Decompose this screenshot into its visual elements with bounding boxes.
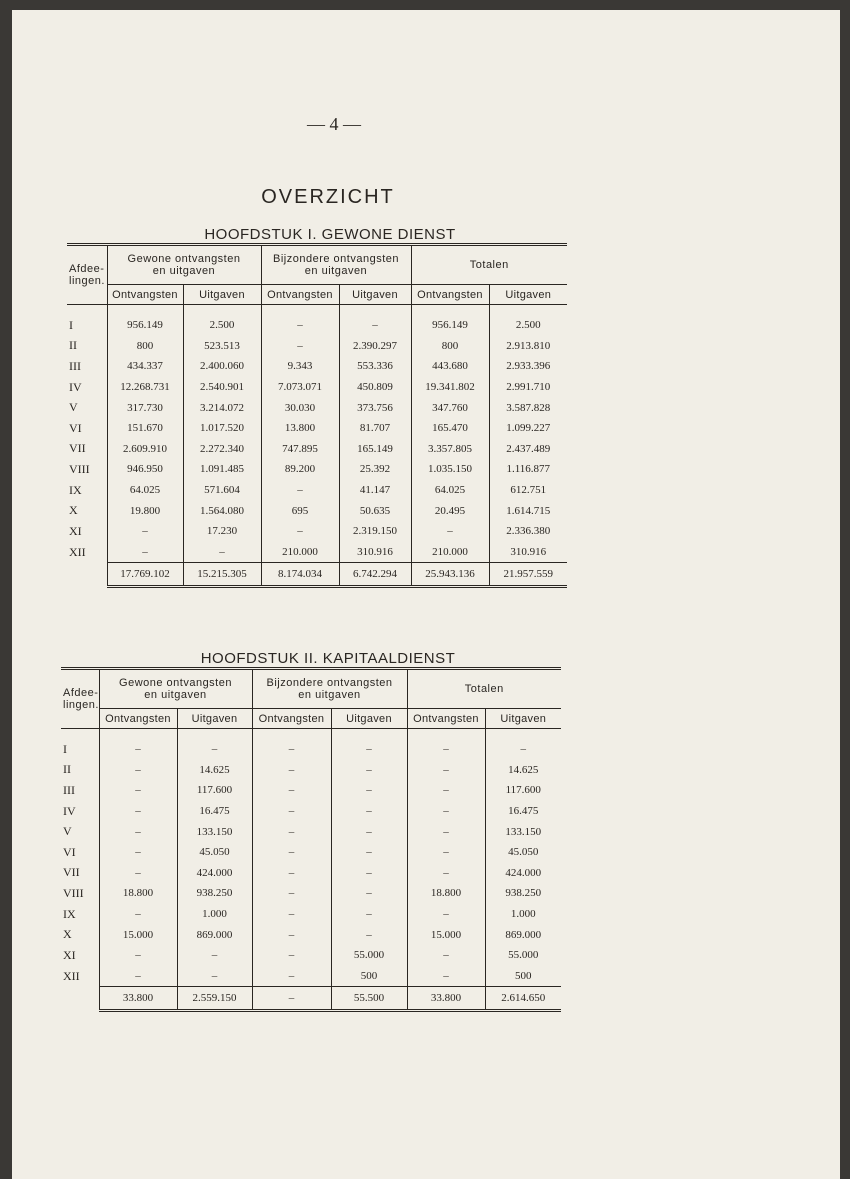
table-cell: 64.025 xyxy=(107,480,183,501)
table-cell: 9.343 xyxy=(261,356,339,377)
table-cell: 747.895 xyxy=(261,439,339,460)
table-cell: – xyxy=(252,801,331,822)
table-cell: 500 xyxy=(485,966,561,987)
table-cell: 25.392 xyxy=(339,459,411,480)
table-cell: 45.050 xyxy=(177,842,252,863)
table-row xyxy=(67,500,567,521)
uitgaven-header: Uitgaven xyxy=(331,709,407,729)
table-cell: 1.614.715 xyxy=(489,500,567,521)
table-cell: 2.933.396 xyxy=(489,356,567,377)
spacer-cell xyxy=(489,305,567,316)
total-cell: 33.800 xyxy=(407,987,485,1011)
table-cell: 443.680 xyxy=(411,356,489,377)
table-cell: – xyxy=(261,521,339,542)
table-row xyxy=(67,521,567,542)
uitgaven-header: Uitgaven xyxy=(183,285,261,305)
ontvangsten-header: Ontvangsten xyxy=(107,285,183,305)
table-cell: – xyxy=(407,863,485,884)
uitgaven-header: Uitgaven xyxy=(485,709,561,729)
table-cell: 2.319.150 xyxy=(339,521,411,542)
table-cell: 2.540.901 xyxy=(183,377,261,398)
table-cell: 612.751 xyxy=(489,480,567,501)
table-row xyxy=(61,760,561,781)
table-cell: – xyxy=(331,842,407,863)
table-cell: – xyxy=(331,863,407,884)
afdeelingen-label: Afdee- xyxy=(63,687,99,699)
row-label: I xyxy=(63,741,67,756)
table-cell: – xyxy=(252,760,331,781)
table-cell: 553.336 xyxy=(339,356,411,377)
table-row xyxy=(61,863,561,884)
afdeelingen-label: Afdee- xyxy=(69,263,105,275)
table-row xyxy=(67,480,567,501)
table-cell: – xyxy=(261,315,339,336)
table-cell: 2.991.710 xyxy=(489,377,567,398)
document-page xyxy=(12,10,840,1179)
table-cell: 2.390.297 xyxy=(339,336,411,357)
totals-label-cell xyxy=(61,987,99,1011)
row-label: VI xyxy=(63,844,76,859)
table-cell: 165.149 xyxy=(339,439,411,460)
table-cell: 210.000 xyxy=(411,542,489,563)
table-cell: – xyxy=(252,821,331,842)
table-cell: 3.214.072 xyxy=(183,397,261,418)
afdeelingen-label: lingen. xyxy=(69,275,105,287)
table-cell: – xyxy=(99,863,177,884)
subheader-row xyxy=(67,285,567,305)
table-cell: 15.000 xyxy=(99,924,177,945)
table-cell: – xyxy=(331,821,407,842)
table-cell: – xyxy=(177,739,252,760)
table-cell: – xyxy=(99,842,177,863)
gewone-header-line2: en uitgaven xyxy=(152,265,216,277)
row-label: XI xyxy=(63,947,76,962)
table-cell: 15.000 xyxy=(407,924,485,945)
afdeelingen-label: lingen. xyxy=(63,699,99,711)
gewone-header-line2: en uitgaven xyxy=(144,689,207,701)
ontvangsten-header: Ontvangsten xyxy=(411,285,489,305)
table-cell: – xyxy=(252,883,331,904)
gewone-header xyxy=(107,245,261,285)
table-row xyxy=(67,377,567,398)
row-label: VII xyxy=(63,865,80,880)
table-cell: 19.341.802 xyxy=(411,377,489,398)
table-row xyxy=(61,966,561,987)
totalen-header: Totalen xyxy=(411,245,567,285)
table-cell: 89.200 xyxy=(261,459,339,480)
table-kapitaaldienst xyxy=(61,667,561,1012)
table-cell: 424.000 xyxy=(485,863,561,884)
table-cell: 12.268.731 xyxy=(107,377,183,398)
spacer-cell xyxy=(99,729,177,740)
table-cell: 347.760 xyxy=(411,397,489,418)
table-cell: 317.730 xyxy=(107,397,183,418)
table-cell: 16.475 xyxy=(177,801,252,822)
table-cell: – xyxy=(407,904,485,925)
table-cell: – xyxy=(252,780,331,801)
table-cell: 2.437.489 xyxy=(489,439,567,460)
row-label: VIII xyxy=(69,461,90,476)
section-heading-kapitaaldienst: HOOFDSTUK II. KAPITAALDIENST xyxy=(200,650,456,667)
total-cell: 33.800 xyxy=(99,987,177,1011)
table-cell: 956.149 xyxy=(411,315,489,336)
table-cell: 956.149 xyxy=(107,315,183,336)
row-label: XI xyxy=(69,523,82,538)
spacer-cell xyxy=(261,305,339,316)
ontvangsten-header: Ontvangsten xyxy=(252,709,331,729)
table-cell: 434.337 xyxy=(107,356,183,377)
table-cell: 1.116.877 xyxy=(489,459,567,480)
table-cell: 64.025 xyxy=(411,480,489,501)
table-cell: 55.000 xyxy=(485,945,561,966)
total-cell: 2.559.150 xyxy=(177,987,252,1011)
table-cell: 1.564.080 xyxy=(183,500,261,521)
bijzondere-header-line1: Bijzondere ontvangsten xyxy=(266,677,393,689)
table-cell: – xyxy=(252,966,331,987)
spacer-cell xyxy=(331,729,407,740)
table-cell: – xyxy=(99,760,177,781)
table-cell: – xyxy=(177,966,252,987)
table-cell: 424.000 xyxy=(177,863,252,884)
table-cell: – xyxy=(407,760,485,781)
table-cell: 18.800 xyxy=(99,883,177,904)
gewone-header-line1: Gewone ontvangsten xyxy=(119,677,232,689)
table-row xyxy=(61,842,561,863)
totalen-header: Totalen xyxy=(407,669,561,709)
table-cell: – xyxy=(407,780,485,801)
row-label: IV xyxy=(69,379,82,394)
table-cell: 2.500 xyxy=(183,315,261,336)
table-cell: 523.513 xyxy=(183,336,261,357)
table-cell: 151.670 xyxy=(107,418,183,439)
table-cell: 373.756 xyxy=(339,397,411,418)
table-cell: 210.000 xyxy=(261,542,339,563)
table-cell: 20.495 xyxy=(411,500,489,521)
totals-row xyxy=(61,987,561,1011)
table-cell: 19.800 xyxy=(107,500,183,521)
table-cell: – xyxy=(99,945,177,966)
table-cell: – xyxy=(407,801,485,822)
section-heading-gewone-dienst: HOOFDSTUK I. GEWONE DIENST xyxy=(204,226,456,243)
table-cell: 30.030 xyxy=(261,397,339,418)
table-cell: 938.250 xyxy=(485,883,561,904)
table-cell: – xyxy=(339,315,411,336)
table-cell: 117.600 xyxy=(177,780,252,801)
table-cell: 14.625 xyxy=(485,760,561,781)
table-cell: 800 xyxy=(107,336,183,357)
total-cell: 15.215.305 xyxy=(183,563,261,587)
table-cell: 2.609.910 xyxy=(107,439,183,460)
table-cell: – xyxy=(407,821,485,842)
table-cell: 869.000 xyxy=(485,924,561,945)
table-cell: 946.950 xyxy=(107,459,183,480)
spacer-cell xyxy=(407,729,485,740)
row-label: III xyxy=(69,358,81,373)
row-label: II xyxy=(69,338,77,353)
table-cell: 18.800 xyxy=(407,883,485,904)
table-cell: 117.600 xyxy=(485,780,561,801)
total-cell: 55.500 xyxy=(331,987,407,1011)
table-cell: 1.017.520 xyxy=(183,418,261,439)
table-cell: 1.099.227 xyxy=(489,418,567,439)
table-row xyxy=(61,924,561,945)
table-cell: – xyxy=(261,480,339,501)
bijzondere-header xyxy=(252,669,407,709)
totals-label-cell xyxy=(67,563,107,587)
table-cell: – xyxy=(331,883,407,904)
bijzondere-header-line2: en uitgaven xyxy=(298,689,361,701)
table-cell: – xyxy=(252,842,331,863)
table-row xyxy=(61,883,561,904)
afdeelingen-header xyxy=(61,669,99,729)
table-cell: – xyxy=(331,904,407,925)
table-cell: – xyxy=(99,966,177,987)
table-cell: 695 xyxy=(261,500,339,521)
table-cell: – xyxy=(331,780,407,801)
table-row xyxy=(67,315,567,336)
table-cell: – xyxy=(411,521,489,542)
table-row xyxy=(61,904,561,925)
table-cell: 1.091.485 xyxy=(183,459,261,480)
table-cell: – xyxy=(252,945,331,966)
header-row xyxy=(67,245,567,285)
table-cell: – xyxy=(99,780,177,801)
table-row xyxy=(67,336,567,357)
table-row xyxy=(61,821,561,842)
table-cell: – xyxy=(261,336,339,357)
ontvangsten-header: Ontvangsten xyxy=(407,709,485,729)
table-cell: 81.707 xyxy=(339,418,411,439)
table-cell: – xyxy=(99,801,177,822)
page-number: — 4 — xyxy=(307,114,361,134)
row-label: III xyxy=(63,782,75,797)
bijzondere-header-line1: Bijzondere ontvangsten xyxy=(273,253,399,265)
table-cell: – xyxy=(407,842,485,863)
table-row xyxy=(67,542,567,563)
table-row xyxy=(67,459,567,480)
bijzondere-header-line2: en uitgaven xyxy=(304,265,368,277)
table-cell: – xyxy=(183,542,261,563)
row-label: XII xyxy=(63,968,80,983)
spacer-cell xyxy=(107,305,183,316)
row-label: IX xyxy=(69,482,82,497)
header-row xyxy=(61,669,561,709)
row-label: V xyxy=(63,824,72,839)
row-label: X xyxy=(69,503,78,518)
table-cell: 2.400.060 xyxy=(183,356,261,377)
row-label: VII xyxy=(69,441,86,456)
table-cell: – xyxy=(252,924,331,945)
table-row xyxy=(61,780,561,801)
row-label: II xyxy=(63,762,71,777)
table-cell: 7.073.071 xyxy=(261,377,339,398)
table-cell: 45.050 xyxy=(485,842,561,863)
table-cell: – xyxy=(107,521,183,542)
table-cell: 133.150 xyxy=(177,821,252,842)
table-cell: 571.604 xyxy=(183,480,261,501)
table-cell: 2.336.380 xyxy=(489,521,567,542)
table-cell: 1.035.150 xyxy=(411,459,489,480)
table-cell: – xyxy=(407,739,485,760)
table-cell: 3.357.805 xyxy=(411,439,489,460)
row-label: VIII xyxy=(63,885,84,900)
page-title: OVERZICHT xyxy=(261,186,395,208)
table-cell: 55.000 xyxy=(331,945,407,966)
gewone-header-line1: Gewone ontvangsten xyxy=(127,253,241,265)
table-cell: – xyxy=(252,739,331,760)
table-row xyxy=(67,356,567,377)
table-cell: 2.272.340 xyxy=(183,439,261,460)
table-cell: 500 xyxy=(331,966,407,987)
spacer-cell xyxy=(183,305,261,316)
table-cell: 17.230 xyxy=(183,521,261,542)
total-cell: 8.174.034 xyxy=(261,563,339,587)
gewone-header xyxy=(99,669,252,709)
table-cell: 938.250 xyxy=(177,883,252,904)
afdeelingen-header xyxy=(67,245,107,305)
table-cell: – xyxy=(177,945,252,966)
table-cell: – xyxy=(252,863,331,884)
table-cell: 16.475 xyxy=(485,801,561,822)
table-cell: – xyxy=(331,924,407,945)
table-cell: 50.635 xyxy=(339,500,411,521)
row-label: IV xyxy=(63,803,76,818)
uitgaven-header: Uitgaven xyxy=(339,285,411,305)
table-cell: 13.800 xyxy=(261,418,339,439)
total-cell: – xyxy=(252,987,331,1011)
table-cell: 310.916 xyxy=(339,542,411,563)
table-cell: 450.809 xyxy=(339,377,411,398)
row-label: IX xyxy=(63,906,76,921)
ontvangsten-header: Ontvangsten xyxy=(99,709,177,729)
table-row xyxy=(61,945,561,966)
table-cell: – xyxy=(407,945,485,966)
totals-row xyxy=(67,563,567,587)
table-cell: 310.916 xyxy=(489,542,567,563)
table-cell: – xyxy=(107,542,183,563)
table-cell: – xyxy=(99,739,177,760)
table-cell: – xyxy=(99,904,177,925)
table-cell: – xyxy=(407,966,485,987)
table-gewone-dienst xyxy=(67,243,567,588)
table-cell: – xyxy=(331,760,407,781)
table-cell: 1.000 xyxy=(177,904,252,925)
table-cell: 14.625 xyxy=(177,760,252,781)
table-row xyxy=(61,739,561,760)
total-cell: 2.614.650 xyxy=(485,987,561,1011)
table-cell: 2.913.810 xyxy=(489,336,567,357)
total-cell: 21.957.559 xyxy=(489,563,567,587)
spacer-cell xyxy=(485,729,561,740)
row-label: I xyxy=(69,317,73,332)
table-cell: 41.147 xyxy=(339,480,411,501)
spacer-cell xyxy=(252,729,331,740)
row-label: XII xyxy=(69,544,86,559)
table-row xyxy=(67,418,567,439)
table-cell: 869.000 xyxy=(177,924,252,945)
spacer-cell xyxy=(339,305,411,316)
table-cell: 2.500 xyxy=(489,315,567,336)
table-row xyxy=(61,801,561,822)
table-row xyxy=(67,439,567,460)
table-cell: – xyxy=(331,801,407,822)
uitgaven-header: Uitgaven xyxy=(177,709,252,729)
bijzondere-header xyxy=(261,245,411,285)
table-cell: – xyxy=(99,821,177,842)
table-cell: 800 xyxy=(411,336,489,357)
spacer-cell xyxy=(411,305,489,316)
spacer-cell xyxy=(67,305,107,316)
row-label: X xyxy=(63,927,72,942)
uitgaven-header: Uitgaven xyxy=(489,285,567,305)
table-row xyxy=(67,397,567,418)
table-cell: 1.000 xyxy=(485,904,561,925)
subheader-row xyxy=(61,709,561,729)
table-cell: 133.150 xyxy=(485,821,561,842)
row-label: VI xyxy=(69,420,82,435)
table-cell: 3.587.828 xyxy=(489,397,567,418)
table-cell: – xyxy=(485,739,561,760)
row-label: V xyxy=(69,400,78,415)
table-cell: 165.470 xyxy=(411,418,489,439)
ontvangsten-header: Ontvangsten xyxy=(261,285,339,305)
table-cell: – xyxy=(331,739,407,760)
spacer-cell xyxy=(177,729,252,740)
spacer-cell xyxy=(61,729,99,740)
total-cell: 25.943.136 xyxy=(411,563,489,587)
total-cell: 17.769.102 xyxy=(107,563,183,587)
table-spacer xyxy=(67,305,567,316)
table-cell: – xyxy=(252,904,331,925)
total-cell: 6.742.294 xyxy=(339,563,411,587)
table-spacer xyxy=(61,729,561,740)
